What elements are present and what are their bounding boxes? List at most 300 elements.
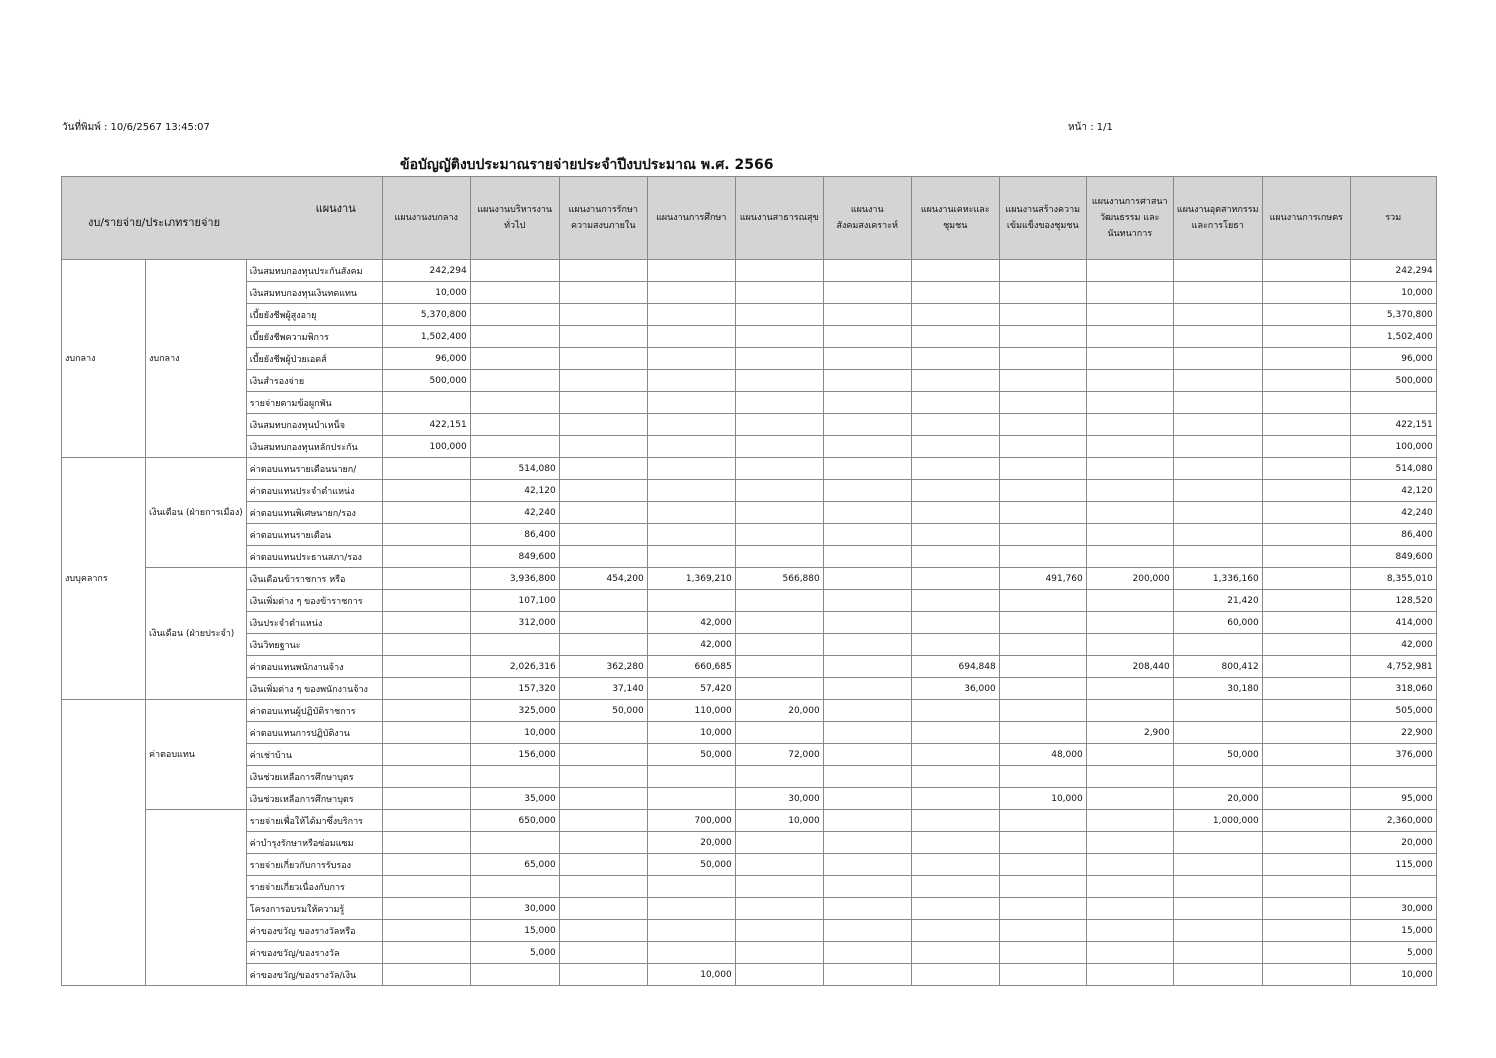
amount-cell — [470, 370, 559, 392]
amount-cell — [911, 546, 999, 568]
expense-item-cell: เงินสำรองจ่าย — [246, 370, 382, 392]
table-row — [62, 920, 1437, 942]
amount-cell — [1086, 458, 1173, 480]
amount-cell: 156,000 — [470, 744, 559, 766]
amount-cell — [999, 392, 1086, 414]
amount-cell: 694,848 — [911, 656, 999, 678]
table-row — [62, 722, 1437, 744]
amount-cell — [735, 260, 823, 282]
amount-cell — [647, 260, 735, 282]
amount-cell — [470, 832, 559, 854]
expense-item-cell: ค่าของขวัญ/ของรางวัล — [246, 942, 382, 964]
table-row — [62, 260, 1437, 282]
amount-cell — [559, 810, 647, 832]
expense-item-cell: ค่าเช่าบ้าน — [246, 744, 382, 766]
amount-cell — [999, 546, 1086, 568]
expense-item-cell: เบี้ยยังชีพผู้ป่วยเอดส์ — [246, 348, 382, 370]
amount-cell — [911, 788, 999, 810]
amount-cell — [559, 458, 647, 480]
amount-cell — [647, 458, 735, 480]
amount-cell — [1262, 920, 1350, 942]
amount-cell — [911, 700, 999, 722]
amount-cell — [559, 876, 647, 898]
amount-cell: 30,000 — [470, 898, 559, 920]
expense-item-cell: ค่าของขวัญ ของรางวัลหรือ — [246, 920, 382, 942]
amount-cell — [735, 634, 823, 656]
expense-item-cell: ค่าของขวัญ/ของรางวัล/เงิน — [246, 964, 382, 986]
amount-cell — [999, 920, 1086, 942]
expense-item-cell: เงินประจำตำแหน่ง — [246, 612, 382, 634]
amount-cell: 36,000 — [911, 678, 999, 700]
expense-type-cell: เงินเดือน (ฝ่ายประจำ) — [146, 568, 247, 700]
amount-cell — [823, 854, 911, 876]
amount-cell: 72,000 — [735, 744, 823, 766]
table-row — [62, 590, 1437, 612]
amount-cell — [1086, 744, 1173, 766]
amount-cell — [823, 348, 911, 370]
amount-cell — [1262, 326, 1350, 348]
amount-cell — [1262, 898, 1350, 920]
amount-cell: 30,000 — [735, 788, 823, 810]
budget-group-cell — [62, 700, 146, 986]
amount-cell: 96,000 — [382, 348, 470, 370]
amount-cell — [1173, 766, 1262, 788]
amount-cell — [735, 304, 823, 326]
amount-cell: 157,320 — [470, 678, 559, 700]
amount-cell — [470, 304, 559, 326]
amount-cell — [647, 282, 735, 304]
table-row — [62, 634, 1437, 656]
amount-cell — [1086, 260, 1173, 282]
amount-cell — [559, 744, 647, 766]
amount-cell: 107,100 — [470, 590, 559, 612]
amount-cell: 50,000 — [647, 744, 735, 766]
print-date: วันที่พิมพ์ : 10/6/2567 13:45:07 — [62, 122, 210, 133]
amount-cell — [1086, 876, 1173, 898]
amount-cell — [1262, 590, 1350, 612]
amount-cell — [999, 458, 1086, 480]
amount-cell — [1262, 282, 1350, 304]
amount-cell — [1086, 502, 1173, 524]
amount-cell — [647, 942, 735, 964]
table-row — [62, 370, 1437, 392]
amount-cell — [1086, 766, 1173, 788]
amount-cell — [559, 370, 647, 392]
amount-cell — [823, 304, 911, 326]
amount-cell — [999, 282, 1086, 304]
amount-cell — [735, 920, 823, 942]
amount-cell — [823, 414, 911, 436]
total-cell: 376,000 — [1350, 744, 1436, 766]
amount-cell — [647, 766, 735, 788]
amount-cell — [559, 524, 647, 546]
amount-cell — [559, 436, 647, 458]
amount-cell — [1262, 612, 1350, 634]
col-header: แผนงานการเกษตร — [1262, 177, 1350, 260]
amount-cell — [559, 414, 647, 436]
amount-cell: 2,900 — [1086, 722, 1173, 744]
col-header: แผนงานเคหะและชุมชน — [911, 177, 999, 260]
total-cell: 115,000 — [1350, 854, 1436, 876]
total-cell: 10,000 — [1350, 964, 1436, 986]
table-row — [62, 304, 1437, 326]
amount-cell — [1262, 876, 1350, 898]
total-cell: 30,000 — [1350, 898, 1436, 920]
amount-cell — [1173, 832, 1262, 854]
amount-cell — [1086, 612, 1173, 634]
amount-cell — [647, 502, 735, 524]
amount-cell — [823, 502, 911, 524]
amount-cell — [559, 260, 647, 282]
amount-cell — [647, 524, 735, 546]
amount-cell — [823, 326, 911, 348]
amount-cell — [999, 656, 1086, 678]
total-cell: 242,294 — [1350, 260, 1436, 282]
amount-cell: 20,000 — [647, 832, 735, 854]
amount-cell — [735, 854, 823, 876]
amount-cell — [911, 480, 999, 502]
amount-cell — [1086, 854, 1173, 876]
amount-cell — [735, 832, 823, 854]
amount-cell — [1262, 480, 1350, 502]
amount-cell — [911, 458, 999, 480]
amount-cell — [470, 964, 559, 986]
amount-cell: 30,180 — [1173, 678, 1262, 700]
amount-cell — [382, 744, 470, 766]
amount-cell: 660,685 — [647, 656, 735, 678]
amount-cell — [735, 326, 823, 348]
amount-cell — [382, 590, 470, 612]
amount-cell — [999, 964, 1086, 986]
expense-item-cell: ค่าตอบแทนการปฏิบัติงาน — [246, 722, 382, 744]
amount-cell: 849,600 — [470, 546, 559, 568]
expense-type-cell — [146, 810, 247, 986]
amount-cell — [911, 502, 999, 524]
amount-cell — [559, 612, 647, 634]
amount-cell — [911, 590, 999, 612]
amount-cell — [1262, 678, 1350, 700]
amount-cell: 42,000 — [647, 612, 735, 634]
amount-cell — [382, 722, 470, 744]
amount-cell — [559, 788, 647, 810]
amount-cell — [911, 568, 999, 590]
amount-cell — [1262, 700, 1350, 722]
amount-cell — [1173, 942, 1262, 964]
amount-cell — [1262, 370, 1350, 392]
amount-cell — [999, 876, 1086, 898]
amount-cell — [559, 392, 647, 414]
amount-cell — [1173, 480, 1262, 502]
total-cell: 42,240 — [1350, 502, 1436, 524]
amount-cell — [999, 700, 1086, 722]
table-row — [62, 326, 1437, 348]
amount-cell — [382, 458, 470, 480]
amount-cell — [1173, 964, 1262, 986]
amount-cell — [1262, 634, 1350, 656]
amount-cell: 2,026,316 — [470, 656, 559, 678]
table-row — [62, 744, 1437, 766]
amount-cell — [382, 502, 470, 524]
amount-cell — [1173, 414, 1262, 436]
amount-cell — [382, 678, 470, 700]
amount-cell — [1262, 348, 1350, 370]
amount-cell: 10,000 — [647, 964, 735, 986]
amount-cell: 100,000 — [382, 436, 470, 458]
amount-cell — [382, 920, 470, 942]
amount-cell — [999, 832, 1086, 854]
amount-cell — [823, 788, 911, 810]
amount-cell — [382, 854, 470, 876]
amount-cell — [823, 480, 911, 502]
amount-cell — [382, 700, 470, 722]
amount-cell — [911, 832, 999, 854]
amount-cell — [735, 590, 823, 612]
amount-cell — [1262, 546, 1350, 568]
expense-type-cell: ค่าตอบแทน — [146, 700, 247, 810]
col-header: แผนงานสังคมสงเคราะห์ — [823, 177, 911, 260]
expense-item-cell: ค่าตอบแทนพนักงานจ้าง — [246, 656, 382, 678]
amount-cell: 50,000 — [1173, 744, 1262, 766]
amount-cell — [911, 634, 999, 656]
expense-item-cell: เงินวิทยฐานะ — [246, 634, 382, 656]
amount-cell — [470, 634, 559, 656]
total-cell: 5,000 — [1350, 942, 1436, 964]
amount-cell — [999, 590, 1086, 612]
amount-cell — [1086, 634, 1173, 656]
budget-table — [61, 176, 1437, 986]
amount-cell — [1262, 788, 1350, 810]
amount-cell: 454,200 — [559, 568, 647, 590]
amount-cell: 650,000 — [470, 810, 559, 832]
total-cell: 505,000 — [1350, 700, 1436, 722]
amount-cell — [911, 964, 999, 986]
amount-cell — [735, 502, 823, 524]
amount-cell — [823, 524, 911, 546]
expense-item-cell: เงินสมทบกองทุนบำเหน็จ — [246, 414, 382, 436]
amount-cell — [382, 524, 470, 546]
amount-cell: 800,412 — [1173, 656, 1262, 678]
table-row — [62, 700, 1437, 722]
amount-cell — [999, 304, 1086, 326]
amount-cell — [647, 392, 735, 414]
amount-cell — [559, 722, 647, 744]
amount-cell — [1086, 392, 1173, 414]
amount-cell — [911, 612, 999, 634]
amount-cell — [911, 436, 999, 458]
amount-cell: 1,000,000 — [1173, 810, 1262, 832]
expense-item-cell: รายจ่ายเกี่ยวกับการรับรอง — [246, 854, 382, 876]
amount-cell — [647, 414, 735, 436]
amount-cell — [470, 436, 559, 458]
table-row — [62, 436, 1437, 458]
amount-cell — [382, 876, 470, 898]
amount-cell — [1173, 348, 1262, 370]
amount-cell — [470, 260, 559, 282]
amount-cell — [999, 524, 1086, 546]
amount-cell — [999, 480, 1086, 502]
amount-cell — [382, 964, 470, 986]
amount-cell: 10,000 — [647, 722, 735, 744]
table-row — [62, 502, 1437, 524]
expense-item-cell: ค่าตอบแทนรายเดือน — [246, 524, 382, 546]
amount-cell — [823, 920, 911, 942]
table-row — [62, 348, 1437, 370]
amount-cell — [735, 612, 823, 634]
table-row — [62, 832, 1437, 854]
amount-cell: 37,140 — [559, 678, 647, 700]
amount-cell — [735, 876, 823, 898]
amount-cell — [1262, 458, 1350, 480]
amount-cell — [382, 568, 470, 590]
amount-cell — [1173, 634, 1262, 656]
amount-cell: 42,240 — [470, 502, 559, 524]
expense-type-cell: เงินเดือน (ฝ่ายการเมือง) — [146, 458, 247, 568]
amount-cell — [470, 766, 559, 788]
amount-cell — [1262, 568, 1350, 590]
amount-cell — [382, 634, 470, 656]
amount-cell — [823, 260, 911, 282]
amount-cell — [470, 414, 559, 436]
amount-cell: 35,000 — [470, 788, 559, 810]
amount-cell — [1173, 326, 1262, 348]
amount-cell — [735, 964, 823, 986]
header-row — [62, 177, 1437, 260]
amount-cell: 1,502,400 — [382, 326, 470, 348]
amount-cell: 10,000 — [382, 282, 470, 304]
page-number: หน้า : 1/1 — [1068, 122, 1113, 133]
amount-cell — [911, 942, 999, 964]
amount-cell — [1173, 546, 1262, 568]
amount-cell — [911, 414, 999, 436]
amount-cell — [999, 370, 1086, 392]
col-header: แผนงานการรักษาความสงบภายใน — [559, 177, 647, 260]
amount-cell — [823, 590, 911, 612]
amount-cell — [735, 480, 823, 502]
amount-cell — [999, 722, 1086, 744]
total-cell: 95,000 — [1350, 788, 1436, 810]
amount-cell — [559, 348, 647, 370]
total-cell — [1350, 876, 1436, 898]
amount-cell: 10,000 — [735, 810, 823, 832]
amount-cell — [1262, 964, 1350, 986]
amount-cell — [999, 634, 1086, 656]
expense-item-cell: รายจ่ายเพื่อให้ได้มาซึ่งบริการ — [246, 810, 382, 832]
amount-cell — [911, 282, 999, 304]
amount-cell — [559, 546, 647, 568]
amount-cell — [1262, 744, 1350, 766]
amount-cell — [1173, 898, 1262, 920]
amount-cell — [999, 854, 1086, 876]
table-row — [62, 942, 1437, 964]
total-cell: 318,060 — [1350, 678, 1436, 700]
expense-item-cell: เงินสมทบกองทุนเงินทดแทน — [246, 282, 382, 304]
amount-cell — [823, 876, 911, 898]
amount-cell — [1262, 766, 1350, 788]
amount-cell — [647, 348, 735, 370]
amount-cell — [647, 590, 735, 612]
amount-cell — [735, 898, 823, 920]
table-row — [62, 766, 1437, 788]
total-cell: 100,000 — [1350, 436, 1436, 458]
amount-cell: 200,000 — [1086, 568, 1173, 590]
amount-cell — [735, 766, 823, 788]
amount-cell — [1262, 722, 1350, 744]
amount-cell — [1262, 810, 1350, 832]
amount-cell: 325,000 — [470, 700, 559, 722]
amount-cell — [823, 898, 911, 920]
col-header: แผนงานอุตสาหกรรมและการโยธา — [1173, 177, 1262, 260]
amount-cell — [647, 898, 735, 920]
expense-item-cell: เงินสมทบกองทุนหลักประกัน — [246, 436, 382, 458]
amount-cell — [999, 942, 1086, 964]
amount-cell: 3,936,800 — [470, 568, 559, 590]
amount-cell — [382, 810, 470, 832]
expense-item-cell: เบี้ยยังชีพความพิการ — [246, 326, 382, 348]
amount-cell — [1173, 392, 1262, 414]
amount-cell — [1173, 260, 1262, 282]
amount-cell — [823, 700, 911, 722]
amount-cell: 491,760 — [999, 568, 1086, 590]
amount-cell — [999, 502, 1086, 524]
total-cell: 96,000 — [1350, 348, 1436, 370]
amount-cell: 422,151 — [382, 414, 470, 436]
amount-cell — [382, 612, 470, 634]
total-cell: 86,400 — [1350, 524, 1436, 546]
total-cell: 1,502,400 — [1350, 326, 1436, 348]
amount-cell — [1086, 436, 1173, 458]
amount-cell: 60,000 — [1173, 612, 1262, 634]
total-cell: 42,000 — [1350, 634, 1436, 656]
amount-cell: 312,000 — [470, 612, 559, 634]
amount-cell — [1262, 260, 1350, 282]
amount-cell — [735, 656, 823, 678]
amount-cell — [559, 854, 647, 876]
expense-item-cell: ค่าตอบแทนพิเศษนายก/รอง — [246, 502, 382, 524]
amount-cell — [1086, 832, 1173, 854]
amount-cell — [647, 480, 735, 502]
amount-cell: 242,294 — [382, 260, 470, 282]
table-row — [62, 678, 1437, 700]
amount-cell — [823, 766, 911, 788]
amount-cell — [911, 260, 999, 282]
table-row — [62, 656, 1437, 678]
amount-cell: 15,000 — [470, 920, 559, 942]
amount-cell: 5,000 — [470, 942, 559, 964]
expense-item-cell: ค่าบำรุงรักษาหรือซ่อมแซม — [246, 832, 382, 854]
amount-cell: 514,080 — [470, 458, 559, 480]
amount-cell — [999, 612, 1086, 634]
amount-cell — [647, 436, 735, 458]
amount-cell — [647, 304, 735, 326]
amount-cell — [911, 326, 999, 348]
amount-cell — [1262, 656, 1350, 678]
corner-header — [62, 177, 383, 260]
amount-cell — [647, 326, 735, 348]
amount-cell: 500,000 — [382, 370, 470, 392]
expense-item-cell: เงินเดือนข้าราชการ หรือ — [246, 568, 382, 590]
expense-item-cell: ค่าตอบแทนผู้ปฏิบัติราชการ — [246, 700, 382, 722]
total-cell: 128,520 — [1350, 590, 1436, 612]
total-cell: 849,600 — [1350, 546, 1436, 568]
amount-cell — [911, 876, 999, 898]
amount-cell — [999, 414, 1086, 436]
amount-cell — [735, 942, 823, 964]
amount-cell — [1086, 304, 1173, 326]
amount-cell — [735, 348, 823, 370]
table-row — [62, 282, 1437, 304]
amount-cell — [1086, 678, 1173, 700]
amount-cell — [823, 722, 911, 744]
